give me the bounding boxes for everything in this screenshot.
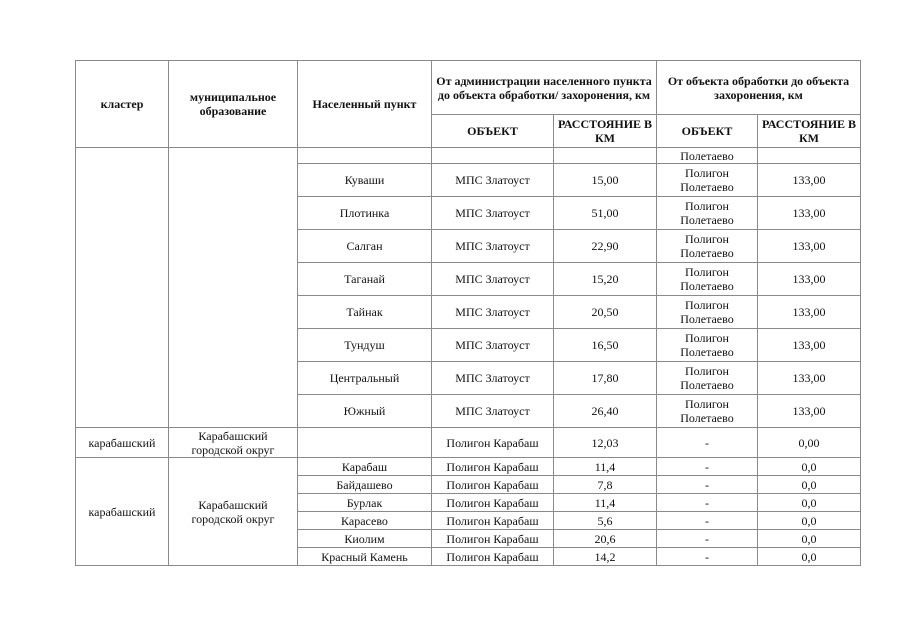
object-cell: МПС Златоуст <box>432 197 554 230</box>
object2-cell <box>657 164 758 197</box>
distance2-cell: 0,0 <box>758 476 861 494</box>
object2-line: Полетаево <box>680 312 734 326</box>
settlement-cell: Бурлак <box>298 494 432 512</box>
object-cell: МПС Златоуст <box>432 230 554 263</box>
object-cell: МПС Златоуст <box>432 329 554 362</box>
distance-cell: 17,80 <box>554 362 657 395</box>
municipality-cell <box>169 428 298 458</box>
header-from-admin: От администрации населенного пункта до объекта обработки/ захоронения, км <box>432 61 657 115</box>
distance2-cell: 133,00 <box>758 395 861 428</box>
object2-line: Полетаево <box>680 246 734 260</box>
distance-cell: 11,4 <box>554 494 657 512</box>
object2-line: Полетаево <box>680 411 734 425</box>
municipality-line: Карабашский <box>198 428 268 443</box>
object-cell: Полигон Карабаш <box>432 476 554 494</box>
header-settlement: Населенный пункт <box>298 61 432 148</box>
distance-cell: 20,50 <box>554 296 657 329</box>
object2-cell: Полетаево <box>657 148 758 164</box>
distance2-cell: 133,00 <box>758 230 861 263</box>
distance2-cell: 0,0 <box>758 494 861 512</box>
settlement-cell: Красный Камень <box>298 548 432 566</box>
municipality-line: городской округ <box>191 442 275 457</box>
distance2-cell: 0,00 <box>758 428 861 458</box>
settlement-cell: Карасево <box>298 512 432 530</box>
table-row <box>76 148 861 164</box>
object-cell: МПС Златоуст <box>432 164 554 197</box>
distance2-cell: 0,0 <box>758 548 861 566</box>
distance-cell: 15,00 <box>554 164 657 197</box>
distance-cell: 14,2 <box>554 548 657 566</box>
municipality-line: Карабашский <box>198 497 268 512</box>
settlement-cell: Куваши <box>298 164 432 197</box>
distance-cell: 26,40 <box>554 395 657 428</box>
distance-cell: 5,6 <box>554 512 657 530</box>
object-cell: Полигон Карабаш <box>432 548 554 566</box>
settlement-cell: Киолим <box>298 530 432 548</box>
distance-table <box>75 60 861 566</box>
distance-cell: 51,00 <box>554 197 657 230</box>
header-from-object: От объекта обработки до объекта захоронения, км <box>657 61 861 115</box>
distance-cell: 22,90 <box>554 230 657 263</box>
object2-line: Полетаево <box>680 213 734 227</box>
settlement-cell: Центральный <box>298 362 432 395</box>
distance2-cell: 133,00 <box>758 362 861 395</box>
settlement-cell: Салган <box>298 230 432 263</box>
header-object: ОБЪЕКТ <box>432 115 554 148</box>
object2-line: Полигон <box>685 364 729 378</box>
object2-cell <box>657 329 758 362</box>
cluster-cell <box>76 148 169 428</box>
object2-line: Полигон <box>685 199 729 213</box>
distance-cell: 16,50 <box>554 329 657 362</box>
settlement-cell: Таганай <box>298 263 432 296</box>
municipality-cell <box>169 458 298 566</box>
object2-line: Полигон <box>685 298 729 312</box>
table-row <box>76 458 861 476</box>
object2-line: Полигон <box>685 265 729 279</box>
table-row <box>76 428 861 458</box>
object2-line: Полетаево <box>680 345 734 359</box>
distance2-cell: 0,0 <box>758 458 861 476</box>
distance2-cell: 0,0 <box>758 530 861 548</box>
distance-cell: 11,4 <box>554 458 657 476</box>
object2-cell: - <box>657 512 758 530</box>
header-row-1 <box>76 61 861 115</box>
header-municipality: муниципальное образование <box>169 61 298 148</box>
cluster-cell: карабашский <box>76 458 169 566</box>
object2-line: Полигон <box>685 397 729 411</box>
object2-cell: - <box>657 458 758 476</box>
object2-cell <box>657 197 758 230</box>
object-cell: МПС Златоуст <box>432 362 554 395</box>
distance-cell: 20,6 <box>554 530 657 548</box>
object-cell: Полигон Карабаш <box>432 458 554 476</box>
settlement-cell: Плотинка <box>298 197 432 230</box>
object2-cell: - <box>657 530 758 548</box>
distance-cell <box>554 148 657 164</box>
municipality-line: городской округ <box>191 511 275 526</box>
distance2-cell <box>758 148 861 164</box>
settlement-cell: Карабаш <box>298 458 432 476</box>
settlement-cell: Тундуш <box>298 329 432 362</box>
object2-line: Полигон <box>685 232 729 246</box>
object-cell: Полигон Карабаш <box>432 512 554 530</box>
header-distance-2: РАССТОЯНИЕ В КМ <box>758 115 861 148</box>
object2-cell <box>657 395 758 428</box>
cluster-cell: карабашский <box>76 428 169 458</box>
object2-line: Полетаево <box>680 180 734 194</box>
object2-line: Полетаево <box>680 378 734 392</box>
object-cell: МПС Златоуст <box>432 296 554 329</box>
object2-line: Полигон <box>685 166 729 180</box>
settlement-cell <box>298 428 432 458</box>
object2-cell: - <box>657 548 758 566</box>
object-cell: МПС Златоуст <box>432 395 554 428</box>
distance2-cell: 133,00 <box>758 197 861 230</box>
settlement-cell: Байдашево <box>298 476 432 494</box>
distance2-cell: 133,00 <box>758 263 861 296</box>
distance-cell: 15,20 <box>554 263 657 296</box>
object2-line: Полетаево <box>680 279 734 293</box>
settlement-cell <box>298 148 432 164</box>
object2-cell <box>657 362 758 395</box>
object-cell: МПС Златоуст <box>432 263 554 296</box>
object2-line: Полигон <box>685 331 729 345</box>
distance2-cell: 0,0 <box>758 512 861 530</box>
distance2-cell: 133,00 <box>758 164 861 197</box>
distance-cell: 12,03 <box>554 428 657 458</box>
object2-cell <box>657 296 758 329</box>
object2-cell <box>657 263 758 296</box>
object2-cell <box>657 230 758 263</box>
object2-cell: - <box>657 494 758 512</box>
header-cluster: кластер <box>76 61 169 148</box>
object-cell <box>432 148 554 164</box>
object2-cell: - <box>657 476 758 494</box>
object-cell: Полигон Карабаш <box>432 428 554 458</box>
object2-cell: - <box>657 428 758 458</box>
header-distance: РАССТОЯНИЕ В КМ <box>554 115 657 148</box>
municipality-cell <box>169 148 298 428</box>
distance2-cell: 133,00 <box>758 329 861 362</box>
header-object-2: ОБЪЕКТ <box>657 115 758 148</box>
settlement-cell: Южный <box>298 395 432 428</box>
distance2-cell: 133,00 <box>758 296 861 329</box>
object-cell: Полигон Карабаш <box>432 494 554 512</box>
settlement-cell: Тайнак <box>298 296 432 329</box>
distance-cell: 7,8 <box>554 476 657 494</box>
object-cell: Полигон Карабаш <box>432 530 554 548</box>
